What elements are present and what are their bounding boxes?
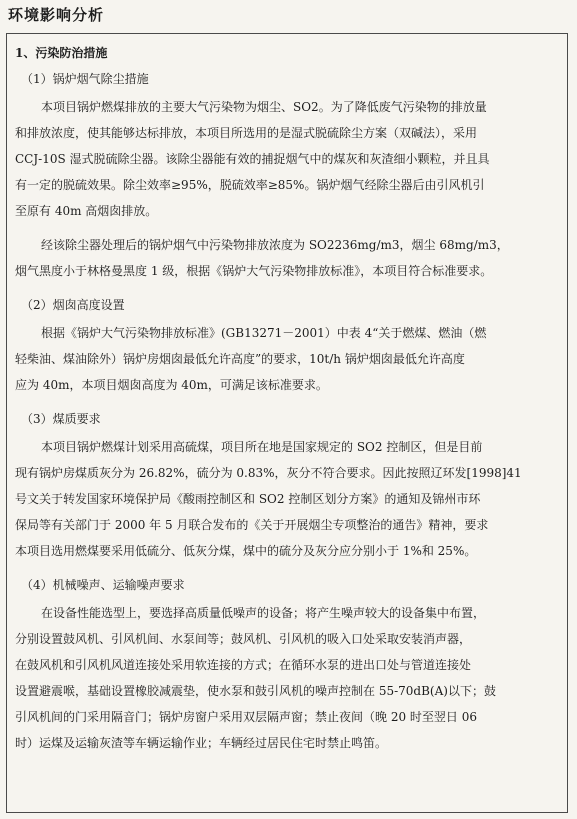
text-line: 时）运煤及运输灰渣等车辆运输作业；车辆经过居民住宅时禁止鸣笛。 xyxy=(15,736,388,750)
paragraph-coal xyxy=(15,434,559,564)
page-title: 环境影响分析 xyxy=(8,6,105,24)
text-line: 根据《锅炉大气污染物排放标准》(GB13271－2001）中表 4“关于燃煤、燃油（燃 xyxy=(41,326,487,340)
text-line: 号文关于转发国家环境保护局《酸雨控制区和 SO2 控制区划分方案》的通知及锦州市环 xyxy=(15,492,481,506)
text-line: 轻柴油、煤油除外）锅炉房烟囱最低允许高度”的要求，10t/h 锅炉烟囱最低允许高度 xyxy=(15,352,465,366)
subsection-heading-boiler-dust: （1）锅炉烟气除尘措施 xyxy=(21,72,149,86)
text-line: 在设备性能选型上，要选择高质量低噪声的设备；将产生噪声较大的设备集中布置， xyxy=(41,606,486,620)
paragraph-boiler-dust-2 xyxy=(15,232,559,284)
subsection-heading-noise: （4）机械噪声、运输噪声要求 xyxy=(21,578,185,592)
text-line: 有一定的脱硫效果。除尘效率≥95%，脱硫效率≥85%。锅炉烟气经除尘器后由引风机引 xyxy=(15,178,485,192)
content-box xyxy=(6,33,568,813)
paragraph-chimney xyxy=(15,320,559,398)
text-line: 至原有 40m 高烟囱排放。 xyxy=(15,204,158,218)
text-line: 现有锅炉房煤质灰分为 26.82%，硫分为 0.83%，灰分不符合要求。因此按照辽环发[1998]41 xyxy=(15,466,522,480)
text-line: 本项目锅炉燃煤计划采用高硫煤，项目所在地是国家规定的 SO2 控制区，但是目前 xyxy=(41,440,483,454)
text-line: 设置避震喉，基础设置橡胶减震垫，使水泵和鼓引风机的噪声控制在 55-70dB(A)以下；鼓 xyxy=(15,684,496,698)
text-line: 保局等有关部门于 2000 年 5 月联合发布的《关于开展烟尘专项整治的通告》精神，要求 xyxy=(15,518,489,532)
paragraph-noise xyxy=(15,600,559,756)
subsection-heading-coal: （3）煤质要求 xyxy=(21,412,101,426)
text-line: 分别设置鼓风机、引风机间、水泵间等；鼓风机、引风机的吸入口处采取安装消声器， xyxy=(15,632,472,646)
section-heading: 1、污染防治措施 xyxy=(15,46,108,60)
paragraph-boiler-dust-1 xyxy=(15,94,559,224)
text-line: 和排放浓度，使其能够达标排放，本项目所选用的是湿式脱硫除尘方案（双碱法），采用 xyxy=(15,126,478,140)
text-line: 经该除尘器处理后的锅炉烟气中污染物排放浓度为 SO2236mg/m3，烟尘 68mg/m3， xyxy=(41,238,509,252)
text-line: 烟气黑度小于林格曼黑度 1 级，根据《锅炉大气污染物排放标准》，本项目符合标准要求。 xyxy=(15,264,493,278)
text-line: 在鼓风机和引风机风道连接处采用软连接的方式；在循环水泵的进出口处与管道连接处 xyxy=(15,658,472,672)
text-line: 应为 40m，本项目烟囱高度为 40m，可满足该标准要求。 xyxy=(15,378,328,392)
text-line: 引风机间的门采用隔音门；锅炉房窗户采用双层隔声窗；禁止夜间（晚 20 时至翌日 06 xyxy=(15,710,477,724)
text-line: 本项目选用燃煤要采用低硫分、低灰分煤，煤中的硫分及灰分应分别小于 1%和 25%。 xyxy=(15,544,477,558)
subsection-heading-chimney: （2）烟囱高度设置 xyxy=(21,298,125,312)
text-line: CCJ-10S 湿式脱硫除尘器。该除尘器能有效的捕捉烟气中的煤灰和灰渣细小颗粒，并且具 xyxy=(15,152,490,166)
text-line: 本项目锅炉燃煤排放的主要大气污染物为烟尘、SO2。为了降低废气污染物的排放量 xyxy=(41,100,487,114)
